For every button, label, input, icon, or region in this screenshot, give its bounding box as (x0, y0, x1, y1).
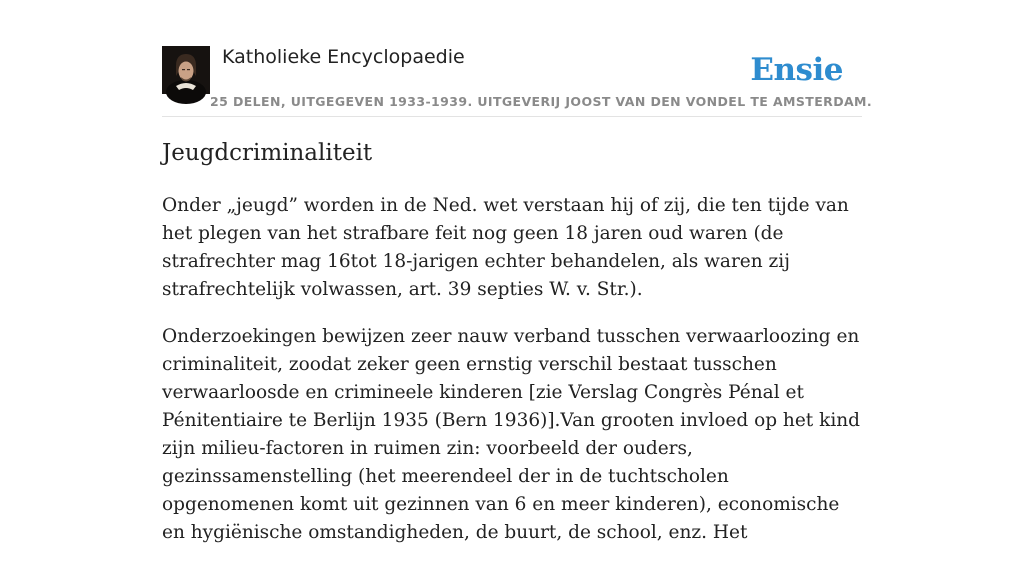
site-header (162, 0, 873, 117)
publication-subtitle: 25 DELEN, UITGEGEVEN 1933-1939. UITGEVERIJ JOOST VAN DEN VONDEL TE AMSTERDAM. (210, 94, 873, 109)
brand-logo[interactable]: Ensie (750, 52, 843, 88)
article-paragraph: Onderzoekingen bewijzen zeer nauw verband tusschen verwaarloozing en criminaliteit, zoodat zeker geen ernstig verschil bestaat tusschen verwaarloosde en crimineele kinderen [zie Verslag Congrès Pénal et Pénitentiaire te Berlijn 1935 (Bern 1936)].Van grooten invloed op het kind zijn milieu-factoren in ruimen zin: voorbeeld der ouders, gezinssamenstelling (het meerendeel der in de tuchtscholen opgenomenen komt uit gezinnen van 6 en meer kinderen), economische en hygiënische omstandigheden, de buurt, de school, enz. Het (162, 326, 860, 543)
article-paragraph: Onder „jeugd” worden in de Ned. wet verstaan hij of zij, die ten tijde van het plegen van het strafbare feit nog geen 18 jaren oud waren (de strafrechter mag 16tot 18-jarigen echter behandelen, als waren zij strafrechtelijk volwassen, art. 39 septies W. v. Str.). (162, 195, 849, 300)
portrait-avatar-icon[interactable] (162, 46, 210, 94)
page (162, 0, 873, 543)
article-title: Jeugdcriminaliteit (162, 140, 373, 166)
site-title[interactable]: Katholieke Encyclopaedie (222, 46, 465, 68)
article-body (162, 192, 862, 566)
